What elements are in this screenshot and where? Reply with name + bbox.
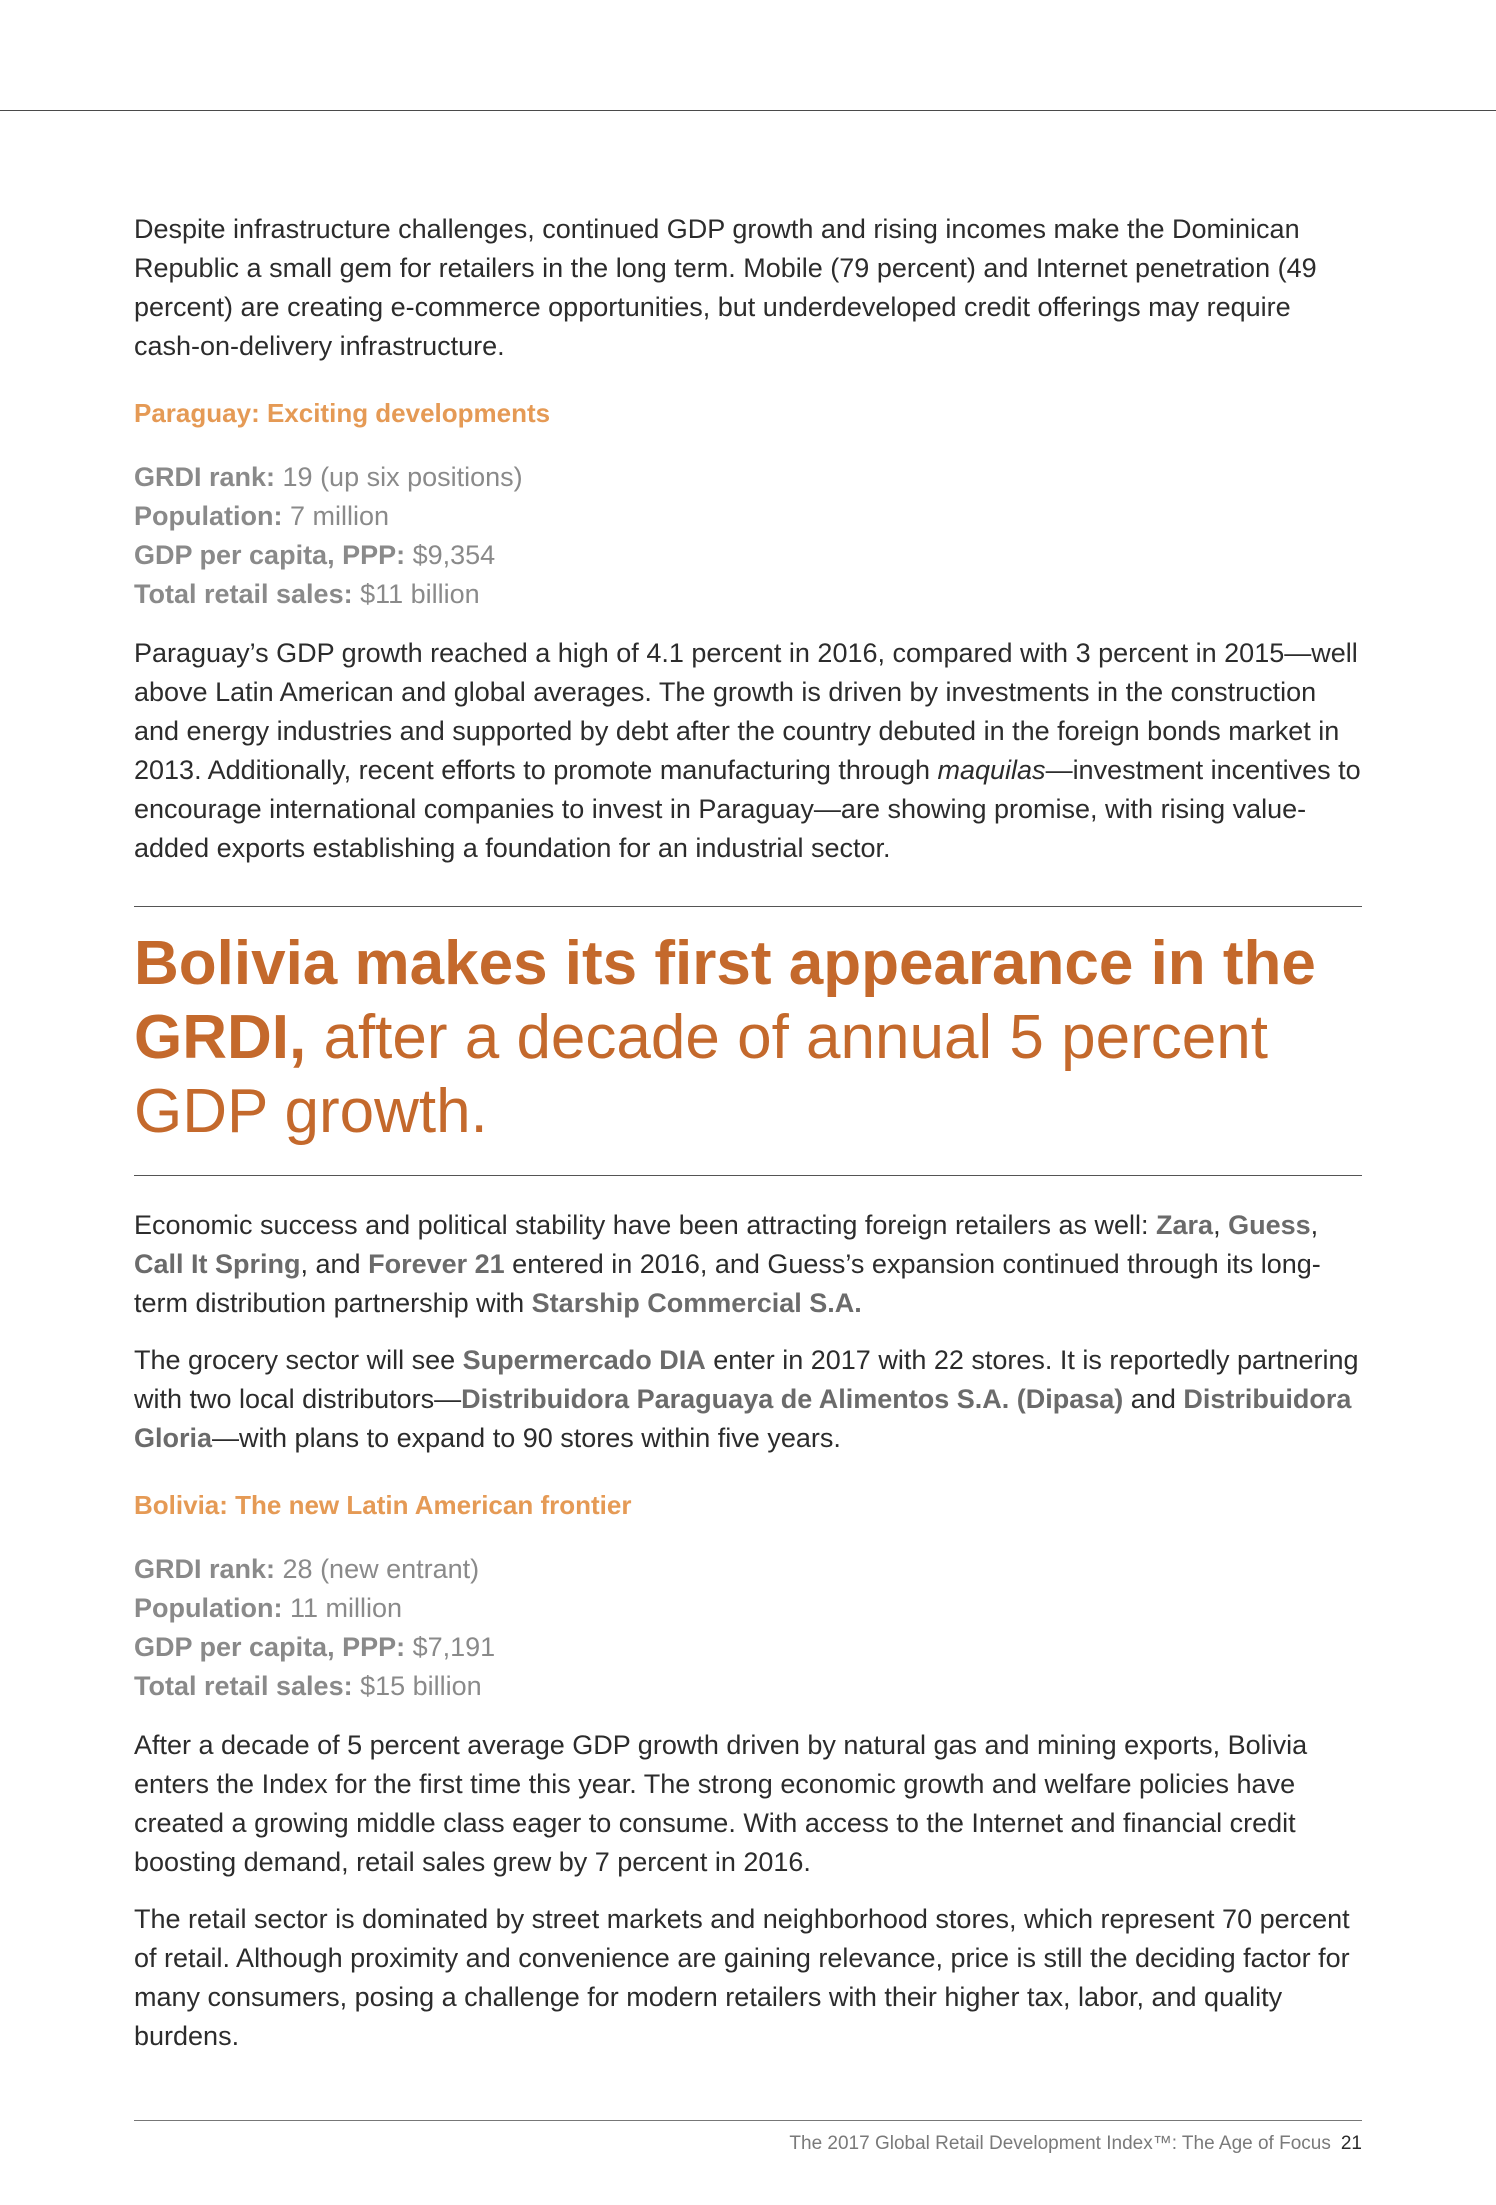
paraguay-stat-population: Population: 7 million [134,501,390,531]
retailers-paragraph: Economic success and political stability have been attracting foreign retailers as well: Zara, Guess, Call It Spring, and Forever 21 entered in 2016, and Guess’s expansion continued through its long-term distribution partnership with Starship Commercial S.A. [134,1210,1321,1318]
bolivia-heading: Bolivia: The new Latin American frontier [134,1490,632,1520]
page-footer [134,2120,1362,2155]
bolivia-stat-retail: Total retail sales: $15 billion [134,1671,482,1701]
page-number: 21 [1340,2133,1362,2154]
pull-quote: Bolivia makes its first appearance in the GRDI, after a decade of annual 5 percent GDP growth. [134,929,1316,1146]
footer-title: The 2017 Global Retail Development Index™: The Age of Focus [789,2133,1331,2154]
paraguay-heading: Paraguay: Exciting developments [134,398,551,428]
bolivia-stats [134,1550,1362,1706]
footer-rule [134,2120,1362,2121]
paraguay-stat-gdp: GDP per capita, PPP: $9,354 [134,540,496,570]
intro-paragraph: Despite infrastructure challenges, continued GDP growth and rising incomes make the Dominican Republic a small gem for retailers in the long term. Mobile (79 percent) and Internet penetration (49 percent) are creating e-commerce opportunities, but underdeveloped credit offerings may require cash-on-delivery infrastructure. [134,214,1317,361]
bolivia-paragraph-1: After a decade of 5 percent average GDP growth driven by natural gas and mining exports, Bolivia enters the Index for the first time this year. The strong economic growth and welfare policies have created a growing middle class eager to consume. With access to the Internet and financial credit boosting demand, retail sales grew by 7 percent in 2016. [134,1730,1308,1877]
paraguay-paragraph: Paraguay’s GDP growth reached a high of 4.1 percent in 2016, compared with 3 percent in 2015—well above Latin American and global averages. The growth is driven by investments in the construction and energy industries and supported by debt after the country debuted in the foreign bonds market in 2013. Additionally, recent efforts to promote manufacturing through maquilas—investment incentives to encourage international companies to invest in Paraguay—are showing promise, with rising value-added exports establishing a foundation for an industrial sector. [134,638,1361,863]
top-rule [0,110,1496,111]
pull-quote-top-rule [134,906,1362,907]
footer-text [134,2133,1362,2155]
paraguay-stats [134,458,1362,614]
grocery-paragraph: The grocery sector will see Supermercado DIA enter in 2017 with 22 stores. It is reportedly partnering with two local distributors—Distribuidora Paraguaya de Alimentos S.A. (Dipasa) and Distribuidora Gloria—with plans to expand to 90 stores within five years. [134,1345,1359,1453]
page-content [134,210,1362,2074]
bolivia-stat-gdp: GDP per capita, PPP: $7,191 [134,1632,496,1662]
bolivia-stat-population: Population: 11 million [134,1593,403,1623]
paraguay-stat-retail: Total retail sales: $11 billion [134,579,480,609]
bolivia-paragraph-2: The retail sector is dominated by street markets and neighborhood stores, which represent 70 percent of retail. Although proximity and convenience are gaining relevance, price is still the deciding factor for many consumers, posing a challenge for modern retailers with their higher tax, labor, and quality burdens. [134,1904,1350,2051]
paraguay-stat-rank: GRDI rank: 19 (up six positions) [134,462,523,492]
pull-quote-bottom-rule [134,1175,1362,1176]
bolivia-stat-rank: GRDI rank: 28 (new entrant) [134,1554,480,1584]
